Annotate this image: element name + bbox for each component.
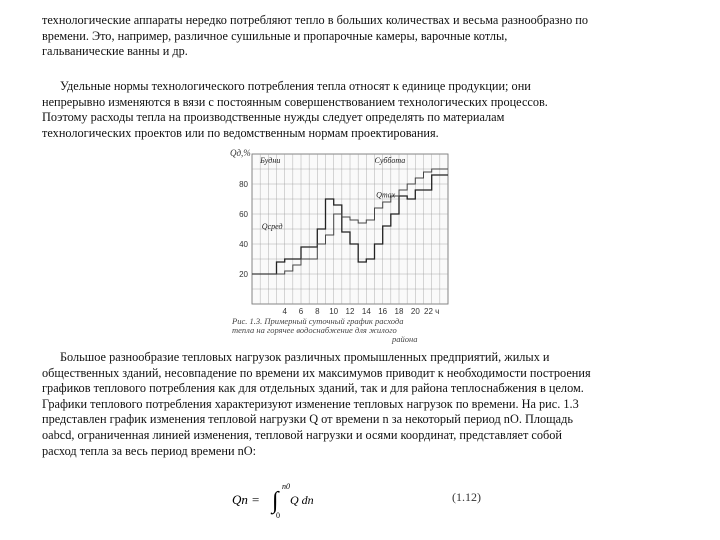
x-tick-label: 12 [345, 307, 355, 316]
annotation-qmax: Qmax [376, 190, 396, 200]
caption-line: района [392, 334, 418, 344]
x-tick-label: 16 [378, 307, 388, 316]
annotation-saturday: Суббота [374, 156, 406, 165]
annotation-weekdays: Будни [260, 156, 281, 165]
caption-line: Рис. 1.3. Примерный суточный график расхода [232, 316, 404, 326]
x-tick-label: 4 [282, 307, 287, 316]
integral-sign: ∫ [272, 488, 279, 514]
annotation-qavg: Qсред [261, 222, 283, 231]
text-line: графиков теплового потребления как для отдельных зданий, так и для района теплоснабжения в целом. [42, 381, 584, 396]
formula-lhs: Qп = [232, 492, 260, 507]
x-tick-label: 6 [298, 307, 304, 316]
y-tick-label: 20 [239, 270, 248, 279]
load-graph-chart [218, 146, 458, 316]
x-tick-label: 14 [361, 307, 371, 316]
formula-upper-limit: n0 [282, 482, 290, 491]
text-line: Поэтому расходы тепла на производственные нужды следует определять по материалам [42, 110, 505, 125]
x-tick-label: 20 [410, 307, 420, 316]
y-tick-label: 80 [239, 180, 248, 189]
text-line: Удельные нормы технологического потребления тепла относят к единице продукции; они [60, 79, 531, 93]
text-line: представлен график изменения тепловой нагрузки Q от времени n за некоторый период nO. Площадь [42, 412, 573, 427]
paragraph-3 [42, 350, 678, 459]
paragraph-2 [42, 79, 678, 141]
text-line: oabcd, ограниченная линией изменения, тепловой нагрузки и осями координат, представляет собой [42, 427, 562, 442]
text-line: непрерывно изменяются в вязи с постоянным совершенствованием технологических процессов. [42, 94, 548, 109]
figure-caption [232, 317, 452, 344]
y-tick-label: 40 [239, 240, 248, 249]
paragraph-1 [42, 13, 678, 60]
y-tick-label: 60 [239, 210, 248, 219]
formula [228, 480, 488, 520]
text-line: Большое разнообразие тепловых нагрузок различных промышленных предприятий, жилых и [60, 350, 550, 364]
text-line: времени. Это, например, различное сушильные и пропарочные камеры, варочные котлы, [42, 28, 508, 43]
y-axis-label: Qд,% [230, 148, 251, 158]
formula-lower-limit: 0 [276, 511, 280, 520]
x-tick-label: 22 ч [424, 307, 440, 316]
text-line: технологических проектов или по ведомственным нормам проектирования. [42, 125, 439, 140]
x-tick-label: 18 [394, 307, 404, 316]
x-tick-label: 8 [315, 307, 320, 316]
caption-line: тепла на горячее водоснабжение для жилого [232, 325, 397, 335]
text-line: гальванические ванны и др. [42, 44, 188, 59]
x-tick-label: 10 [329, 307, 339, 316]
formula-integrand: Q dn [290, 493, 314, 507]
equation-number: (1.12) [452, 490, 481, 504]
text-line: общественных зданий, несовпадение по времени их максимумов приводит к необходимости построения [42, 365, 591, 380]
text-line: технологические аппараты нередко потребляют тепло в больших количествах и весьма разнообразно по [42, 13, 589, 27]
text-line: Графики теплового потребления характеризуют изменение тепловых нагрузок по времени. На рис. 1.3 [42, 396, 579, 411]
text-line: расход тепла за весь период времени nO: [42, 443, 257, 458]
formula-svg [228, 480, 448, 520]
